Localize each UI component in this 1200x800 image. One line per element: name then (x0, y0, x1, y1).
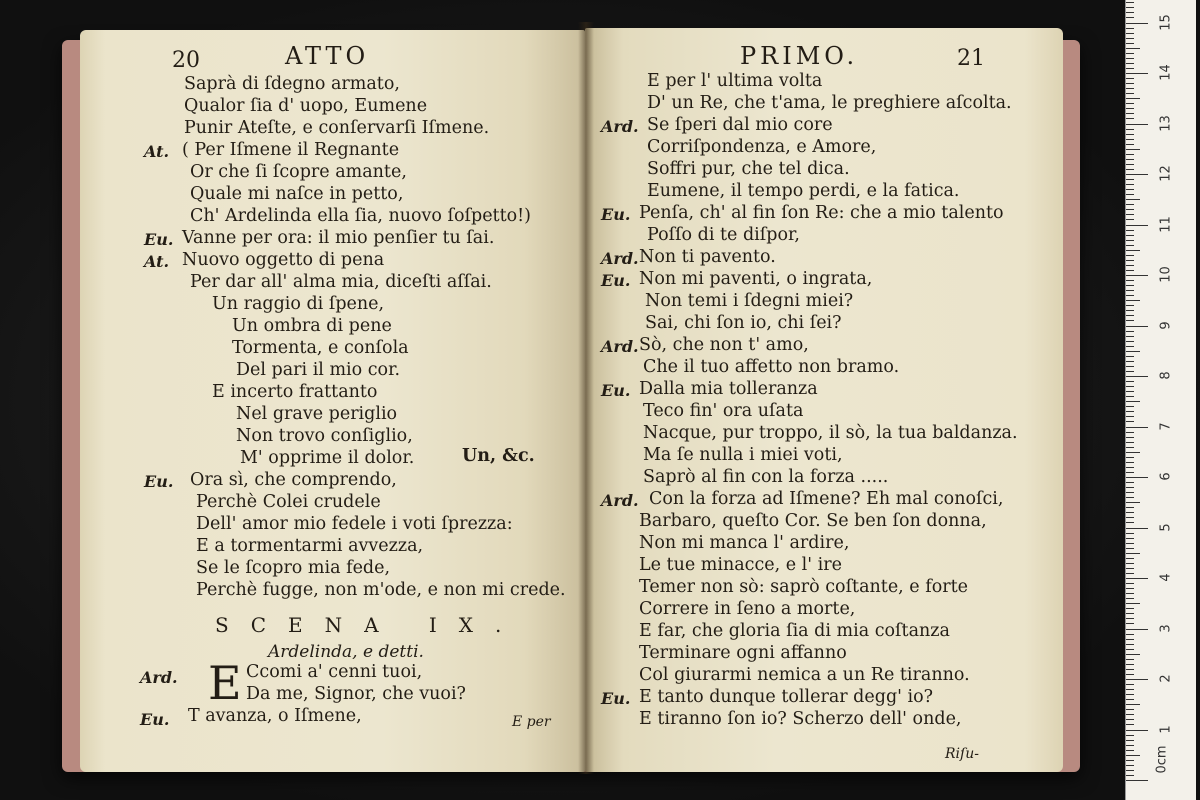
ruler-tick (1126, 598, 1134, 599)
speaker-label: At. (144, 142, 170, 161)
ruler-tick (1126, 740, 1134, 741)
verse-line: Non mi manca l' ardire, (639, 533, 850, 553)
right-page (585, 28, 1063, 772)
ruler-tick (1126, 724, 1134, 725)
ruler-tick (1126, 108, 1134, 109)
verse-line: Ma ſe nulla i miei voti, (643, 445, 843, 465)
verse-line: Ora sì, che comprendo, (190, 470, 397, 490)
ruler-tick (1126, 43, 1134, 44)
ruler-tick (1126, 174, 1148, 175)
verse-line: Un ombra di pene (232, 316, 392, 336)
ruler-tick (1126, 356, 1134, 357)
verse-line: Nel grave periglio (236, 404, 398, 424)
ruler-tick (1126, 775, 1134, 776)
verse-line: Saprà di ſdegno armato, (184, 74, 400, 94)
ruler-tick (1126, 629, 1148, 630)
verse-line: Sò, che non t' amo, (639, 335, 809, 355)
ruler-tick (1126, 326, 1148, 327)
ruler-tick (1126, 467, 1134, 468)
verse-line: Terminare ogni affanno (639, 643, 847, 663)
ruler-tick (1126, 300, 1140, 301)
measurement-ruler (1125, 0, 1196, 800)
ruler-tick (1126, 497, 1134, 498)
verse-line: Le tue minacce, e l' ire (639, 555, 842, 575)
ruler-tick (1126, 250, 1140, 251)
ruler-tick (1126, 144, 1134, 145)
verse-line: Poſſo di te diſpor, (647, 225, 800, 245)
verse-line: Con la forza ad Iſmene? Eh mal conoſci, (649, 489, 1004, 509)
verse-line: Per dar all' alma mia, diceſti aſſai. (190, 272, 492, 292)
ruler-tick (1126, 472, 1134, 473)
ruler-tick (1126, 730, 1148, 731)
ruler-tick (1126, 169, 1134, 170)
ruler-tick (1126, 502, 1140, 503)
ruler-tick (1126, 659, 1134, 660)
ruler-tick (1126, 83, 1134, 84)
ruler-tick (1126, 654, 1140, 655)
verse-line: Teco fin' ora uſata (643, 401, 804, 421)
ruler-tick (1126, 240, 1134, 241)
ruler-tick (1126, 184, 1134, 185)
ruler-tick (1126, 735, 1134, 736)
ruler-tick (1126, 538, 1134, 539)
ruler-tick (1126, 2, 1134, 3)
ruler-tick (1126, 93, 1134, 94)
ruler-tick (1126, 507, 1134, 508)
ruler-number: 13 (1158, 114, 1174, 132)
ruler-tick (1126, 58, 1134, 59)
ruler-tick (1126, 199, 1140, 200)
verse-line: Penſa, ch' al fin ſon Re: che a mio talento (639, 203, 1004, 223)
verse-line: E incerto frattanto (212, 382, 378, 402)
verse-line: Perchè Colei crudele (196, 492, 381, 512)
right-page-number: 21 (957, 46, 985, 71)
speaker-label: At. (144, 252, 170, 271)
ruler-tick (1126, 285, 1134, 286)
ruler-tick (1126, 320, 1134, 321)
verse-line: Dalla mia tolleranza (639, 379, 818, 399)
ruler-tick (1126, 462, 1134, 463)
ruler-number: 11 (1158, 215, 1174, 233)
verse-line: Nacque, pur troppo, il sò, la tua baldanza. (643, 423, 1018, 443)
ruler-tick (1126, 528, 1148, 529)
verse-line: E a tormentarmi avvezza, (196, 536, 424, 556)
ruler-tick (1126, 149, 1140, 150)
ruler-tick (1126, 386, 1134, 387)
drop-cap: E (208, 656, 242, 710)
catchword: Riſu- (945, 746, 979, 762)
verse-line: Dell' amor mio fedele i voti ſprezza: (196, 514, 513, 534)
ruler-tick (1126, 219, 1134, 220)
ruler-tick (1126, 113, 1134, 114)
left-page (80, 30, 585, 772)
ruler-tick (1126, 694, 1134, 695)
verse-line: Quale mi naſce in petto, (190, 184, 404, 204)
ruler-tick (1126, 755, 1140, 756)
ruler-tick (1126, 225, 1148, 226)
ruler-tick (1126, 381, 1134, 382)
verse-line: Vanne per ora: il mio penſier tu ſai. (182, 228, 495, 248)
ruler-tick (1126, 154, 1134, 155)
ruler-tick (1126, 411, 1134, 412)
ruler-number: 5 (1158, 522, 1174, 532)
ruler-tick (1126, 699, 1134, 700)
left-page-number: 20 (172, 48, 200, 73)
ruler-tick (1126, 401, 1140, 402)
speaker-label: Eu. (601, 381, 631, 400)
speaker-label: Eu. (144, 230, 174, 249)
verse-line: Non mi paventi, o ingrata, (639, 269, 873, 289)
ruler-number: 15 (1158, 13, 1174, 31)
verse-line: Tormenta, e conſola (232, 338, 409, 358)
ruler-tick (1126, 709, 1134, 710)
speaker-label: Eu. (144, 472, 174, 491)
verse-line: Non trovo conſiglio, (236, 426, 413, 446)
ruler-tick (1126, 583, 1134, 584)
ruler-tick (1126, 159, 1134, 160)
ruler-tick (1126, 38, 1134, 39)
ruler-tick (1126, 432, 1134, 433)
ruler-tick (1126, 553, 1140, 554)
ruler-tick (1126, 437, 1134, 438)
ruler-tick (1126, 164, 1134, 165)
ruler-tick (1126, 714, 1134, 715)
verse-line: Sai, chi ſon io, chi ſei? (645, 313, 842, 333)
ruler-tick (1126, 33, 1134, 34)
ruler-tick (1126, 17, 1134, 18)
book-gutter (578, 22, 594, 774)
scene-cast: Ardelinda, e detti. (268, 642, 424, 662)
ruler-tick (1126, 649, 1134, 650)
left-running-head: ATTO (285, 42, 370, 70)
ruler-tick (1126, 371, 1134, 372)
ruler-tick (1126, 406, 1134, 407)
verse-line: Del pari il mio cor. (236, 360, 401, 380)
ruler-tick (1126, 543, 1134, 544)
ruler-tick (1126, 477, 1148, 478)
ruler-tick (1126, 48, 1140, 49)
ruler-tick (1126, 522, 1134, 523)
verse-line: Nuovo oggetto di pena (182, 250, 385, 270)
ruler-tick (1126, 265, 1134, 266)
verse-line: Non ti pavento. (639, 247, 776, 267)
speaker-label: Eu. (601, 271, 631, 290)
verse-line: Da me, Signor, che vuoi? (246, 684, 466, 704)
ruler-tick (1126, 28, 1134, 29)
verse-line: Eumene, il tempo perdi, e la fatica. (647, 181, 960, 201)
verse-line: D' un Re, che t'ama, le preghiere aſcolta. (647, 93, 1012, 113)
verse-line: Or che ſi ſcopre amante, (190, 162, 407, 182)
verse-line: Corriſpondenza, e Amore, (647, 137, 877, 157)
ruler-tick (1126, 139, 1134, 140)
ruler-tick (1126, 669, 1134, 670)
ruler-tick (1126, 563, 1134, 564)
ruler-number: 12 (1158, 165, 1174, 182)
verse-line: E tanto dunque tollerar degg' io? (639, 687, 934, 707)
ruler-tick (1126, 305, 1134, 306)
ruler-tick (1126, 68, 1134, 69)
ruler-tick (1126, 23, 1148, 24)
ruler-tick (1126, 689, 1134, 690)
ruler-tick (1126, 618, 1134, 619)
ruler-tick (1126, 204, 1134, 205)
ruler-tick (1126, 295, 1134, 296)
ruler-tick (1126, 492, 1134, 493)
ruler-tick (1126, 391, 1134, 392)
ruler-tick (1126, 760, 1134, 761)
ruler-tick (1126, 512, 1134, 513)
ruler-tick (1126, 275, 1148, 276)
catchword: E per (512, 714, 551, 730)
ruler-tick (1126, 674, 1134, 675)
speaker-label: Eu. (601, 205, 631, 224)
verse-line: Col giurarmi nemica a un Re tiranno. (639, 665, 970, 685)
ruler-tick (1126, 245, 1134, 246)
ruler-tick (1126, 593, 1134, 594)
ruler-tick (1126, 53, 1134, 54)
ruler-number: 3 (1158, 623, 1174, 633)
verse-line: Soffri pur, che tel dica. (647, 159, 850, 179)
ruler-tick (1126, 765, 1134, 766)
verse-line: Perchè fugge, non m'ode, e non mi crede. (196, 580, 566, 600)
verse-line: E tiranno ſon io? Scherzo dell' onde, (639, 709, 962, 729)
verse-line: Correre in ſeno a morte, (639, 599, 856, 619)
verse-line: T avanza, o Iſmene, (188, 706, 362, 726)
ruler-tick (1126, 644, 1134, 645)
ruler-tick (1126, 457, 1134, 458)
ruler-tick (1126, 447, 1134, 448)
speaker-label: Eu. (601, 689, 631, 708)
ruler-tick (1126, 179, 1134, 180)
ruler-tick (1126, 603, 1140, 604)
ruler-tick (1126, 73, 1148, 74)
ruler-tick (1126, 315, 1134, 316)
ruler-tick (1126, 719, 1134, 720)
ruler-number: 7 (1158, 421, 1174, 431)
verse-line: M' opprime il dolor. (240, 448, 415, 468)
ruler-tick (1126, 310, 1134, 311)
verse-line: Qualor ſia d' uopo, Eumene (184, 96, 428, 116)
ruler-tick (1126, 260, 1134, 261)
ruler-tick (1126, 129, 1134, 130)
verse-line: Temer non sò: saprò coſtante, e forte (639, 577, 968, 597)
ruler-number: 4 (1158, 573, 1174, 582)
ruler-number: 14 (1158, 64, 1174, 81)
ruler-tick (1126, 487, 1134, 488)
ruler-tick (1126, 124, 1148, 125)
ruler-tick (1126, 421, 1134, 422)
speaker-label: Ard. (601, 337, 639, 356)
verse-line: Se le ſcopro mia fede, (196, 558, 391, 578)
ruler-tick (1126, 745, 1134, 746)
speaker-label: Ard. (601, 249, 639, 268)
ruler-tick (1126, 290, 1134, 291)
ruler-tick (1126, 351, 1140, 352)
ruler-tick (1126, 346, 1134, 347)
ruler-tick (1126, 623, 1134, 624)
scene-heading: SCENA IX. (215, 613, 524, 637)
ruler-tick (1126, 416, 1134, 417)
verse-line: Punir Ateſte, e conſervarſi Iſmene. (184, 118, 490, 138)
ruler-tick (1126, 664, 1134, 665)
ruler-tick (1126, 780, 1148, 781)
ruler-tick (1126, 613, 1134, 614)
ruler-tick (1126, 235, 1134, 236)
ruler-tick (1126, 396, 1134, 397)
ruler-tick (1126, 750, 1134, 751)
ruler-tick (1126, 634, 1134, 635)
ruler-tick (1126, 568, 1134, 569)
ruler-tick (1126, 230, 1134, 231)
ruler-tick (1126, 366, 1134, 367)
ruler-tick (1126, 533, 1134, 534)
verse-line: Non temi i ſdegni miei? (645, 291, 854, 311)
ruler-tick (1126, 78, 1134, 79)
ruler-tick (1126, 214, 1134, 215)
ruler-tick (1126, 189, 1134, 190)
ruler-tick (1126, 280, 1134, 281)
speaker-label: Ard. (601, 491, 639, 510)
ruler-tick (1126, 255, 1134, 256)
ruler-tick (1126, 578, 1148, 579)
ruler-tick (1126, 63, 1134, 64)
ruler-tick (1126, 770, 1134, 771)
verse-line: Ch' Ardelinda ella ſia, nuovo ſoſpetto!) (190, 206, 532, 226)
speaker-label: Eu. (140, 710, 170, 729)
ruler-tick (1126, 209, 1134, 210)
ruler-tick (1126, 427, 1148, 428)
ruler-number: 6 (1158, 472, 1174, 481)
ruler-tick (1126, 548, 1134, 549)
ruler-tick (1126, 608, 1134, 609)
ruler-number: 8 (1158, 371, 1174, 380)
right-running-head: PRIMO. (740, 42, 859, 70)
ruler-number: 9 (1158, 320, 1174, 330)
verse-line: E per l' ultima volta (647, 71, 823, 91)
ruler-number: 10 (1158, 266, 1174, 283)
ruler-tick (1126, 679, 1148, 680)
verse-line: Ccomi a' cenni tuoi, (246, 662, 423, 682)
aria-cue: Un, &c. (462, 446, 535, 466)
ruler-tick (1126, 98, 1140, 99)
ruler-unit-label: 0cm (1154, 745, 1170, 774)
ruler-tick (1126, 376, 1148, 377)
ruler-tick (1126, 12, 1134, 13)
ruler-tick (1126, 103, 1134, 104)
verse-line: Se ſperi dal mio core (647, 115, 833, 135)
ruler-tick (1126, 639, 1134, 640)
ruler-tick (1126, 194, 1134, 195)
ruler-tick (1126, 331, 1134, 332)
ruler-tick (1126, 336, 1134, 337)
ruler-tick (1126, 452, 1140, 453)
ruler-tick (1126, 588, 1134, 589)
ruler-tick (1126, 361, 1134, 362)
verse-line: ( Per Iſmene il Regnante (182, 140, 400, 160)
ruler-tick (1126, 482, 1134, 483)
ruler-tick (1126, 442, 1134, 443)
verse-line: Barbaro, queſto Cor. Se ben ſon donna, (639, 511, 987, 531)
ruler-tick (1126, 517, 1134, 518)
ruler-number: 1 (1158, 724, 1174, 734)
ruler-tick (1126, 684, 1134, 685)
speaker-label: Ard. (601, 117, 639, 136)
ruler-tick (1126, 118, 1134, 119)
verse-line: E far, che gloria ſia di mia coſtanza (639, 621, 950, 641)
speaker-label: Ard. (140, 668, 178, 687)
ruler-tick (1126, 270, 1134, 271)
verse-line: Un raggio di ſpene, (212, 294, 385, 314)
ruler-tick (1126, 88, 1134, 89)
verse-line: Che il tuo affetto non bramo. (643, 357, 900, 377)
ruler-tick (1126, 573, 1134, 574)
ruler-tick (1126, 7, 1134, 8)
ruler-tick (1126, 341, 1134, 342)
verse-line: Saprò al fin con la forza ..... (643, 467, 889, 487)
ruler-tick (1126, 134, 1134, 135)
ruler-number: 2 (1158, 674, 1174, 683)
ruler-tick (1126, 558, 1134, 559)
ruler-tick (1126, 704, 1140, 705)
